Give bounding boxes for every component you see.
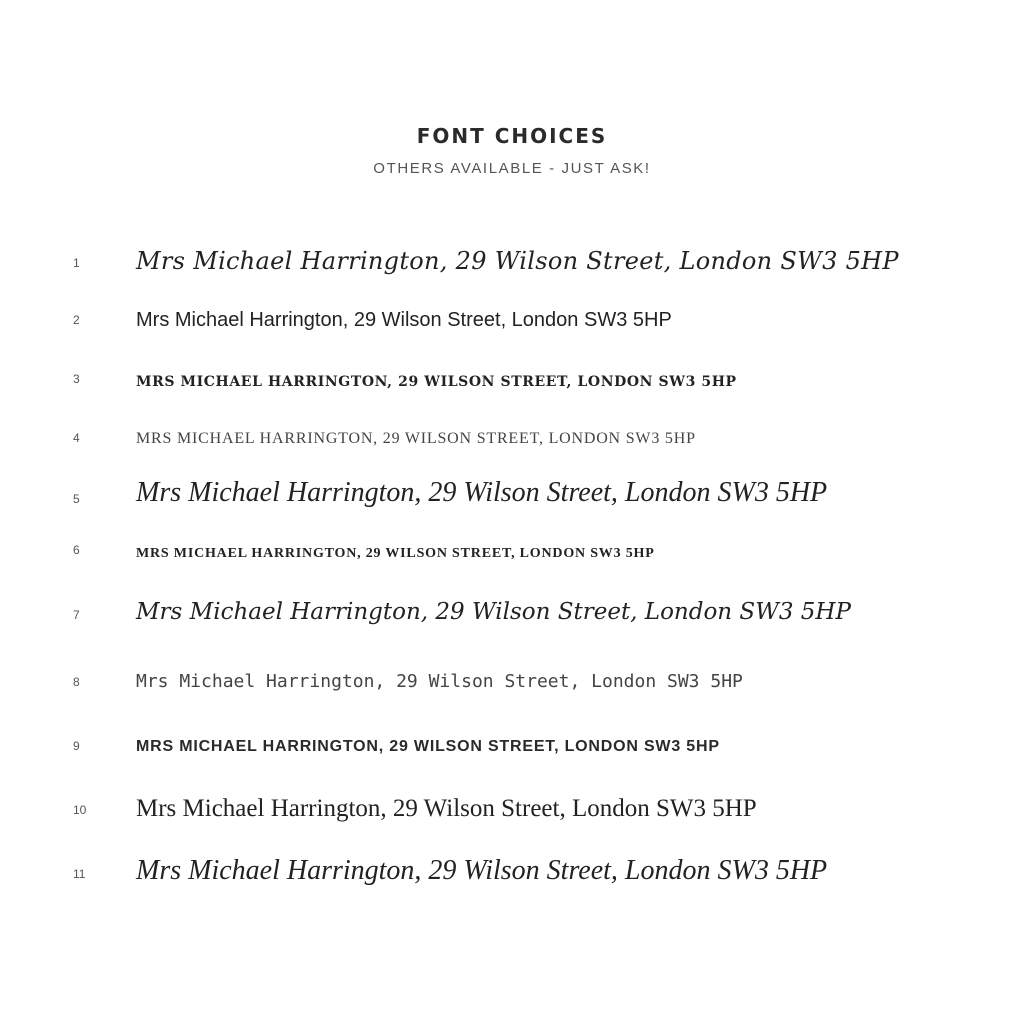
- font-sample: Mrs Michael Harrington, 29 Wilson Street, London SW3 5HP: [136, 247, 899, 275]
- font-number: 3: [73, 372, 80, 386]
- font-number: 5: [73, 492, 80, 506]
- font-option-7: [0, 597, 1024, 637]
- page-title: FONT CHOICES: [416, 124, 608, 148]
- font-option-6: [0, 541, 1024, 581]
- font-sample: Mrs Michael Harrington, 29 Wilson Street, London SW3 5HP: [136, 477, 828, 508]
- font-sample: Mrs Michael Harrington, 29 Wilson Street, London SW3 5HP: [136, 309, 672, 331]
- font-option-5: [0, 477, 1024, 517]
- font-number: 2: [73, 313, 80, 327]
- font-number: 8: [73, 675, 80, 689]
- font-number: 7: [73, 608, 80, 622]
- font-number: 1: [73, 256, 80, 270]
- font-sample: Mrs Michael Harrington, 29 Wilson Street, London SW3 5HP: [136, 599, 851, 625]
- page-subtitle: OTHERS AVAILABLE - JUST ASK!: [373, 160, 651, 177]
- font-option-3: [0, 368, 1024, 408]
- font-sample: MRS MICHAEL HARRINGTON, 29 WILSON STREET, LONDON SW3 5HP: [136, 374, 737, 390]
- font-sample: Mrs Michael Harrington, 29 Wilson Street, London SW3 5HP: [136, 795, 757, 822]
- font-option-1: [0, 245, 1024, 285]
- font-sample: Mrs Michael Harrington, 29 Wilson Street, London SW3 5HP: [136, 671, 743, 692]
- font-sample: Mrs Michael Harrington, 29 Wilson Street, London SW3 5HP: [136, 855, 828, 886]
- font-option-11: [0, 855, 1024, 895]
- font-number: 11: [73, 867, 86, 881]
- font-option-4: [0, 426, 1024, 466]
- font-sample: MRS MICHAEL HARRINGTON, 29 WILSON STREET, LONDON SW3 5HP: [136, 546, 655, 561]
- font-number: 10: [73, 803, 87, 817]
- font-option-9: [0, 734, 1024, 774]
- font-sample: MRS MICHAEL HARRINGTON, 29 WILSON STREET, LONDON SW3 5HP: [136, 430, 696, 447]
- header: [0, 124, 1024, 177]
- font-number: 6: [73, 543, 80, 557]
- font-number: 9: [73, 739, 80, 753]
- font-sample: MRS MICHAEL HARRINGTON, 29 WILSON STREET, LONDON SW3 5HP: [136, 738, 720, 755]
- font-number: 4: [73, 431, 80, 445]
- font-option-10: [0, 792, 1024, 832]
- font-option-2: [0, 305, 1024, 345]
- font-option-8: [0, 668, 1024, 708]
